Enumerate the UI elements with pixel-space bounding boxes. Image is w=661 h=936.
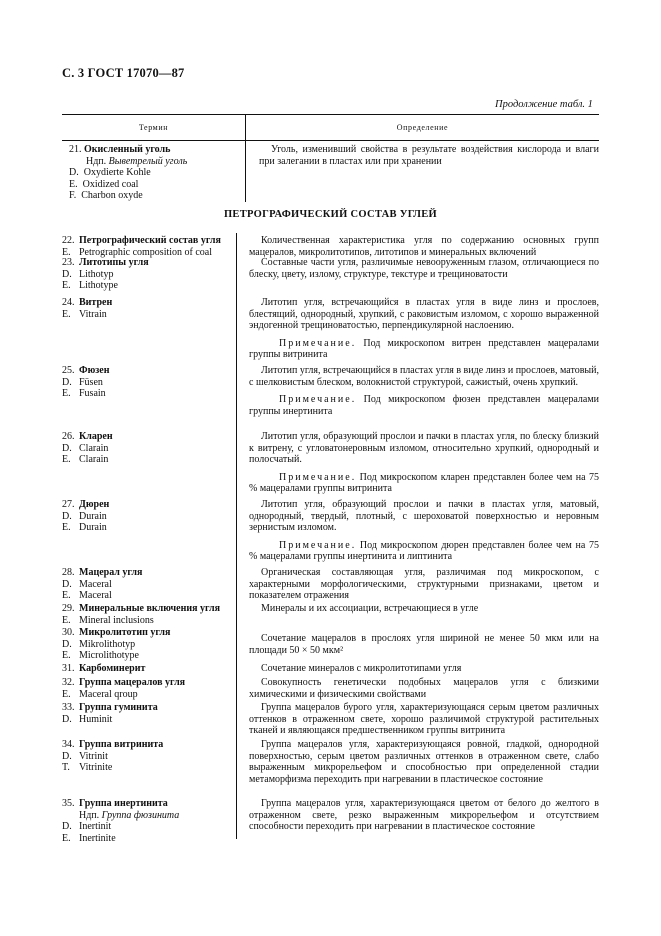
term-detail: Durain <box>79 522 107 533</box>
definition-text: Группа мацералов угля, характеризующаяся цветом от белого до желтого в отраженном свете, резко выраженным микрорельефом и отсутствием способности переходить при нагревании в пластическое состояние <box>249 798 599 833</box>
term-detail: Fusain <box>79 388 106 399</box>
definition-text: Под микроскопом дюрен представлен более чем на 75 % мацералами группы инертинита и липтинита <box>249 539 599 563</box>
definition-text: Под микроскопом кларен представлен более чем на 75 % мацералами группы витринита <box>249 471 599 495</box>
term-title: Фюзен <box>79 365 110 376</box>
term-detail: 31. <box>62 663 75 674</box>
term-detail: Clarain <box>79 454 109 465</box>
definition-text: Примечание. <box>279 394 357 406</box>
term-detail: Ндп. <box>79 809 100 821</box>
term-detail: E. <box>62 388 71 399</box>
term-title: Группа витринита <box>79 739 164 750</box>
term-detail: 29. <box>62 603 75 614</box>
term-detail: Maceral <box>79 578 112 590</box>
term-title: Окисленный уголь <box>84 144 171 155</box>
term-title: Кларен <box>79 431 113 442</box>
term-detail: Lithotype <box>79 280 118 291</box>
term-detail: Группа фюзинита <box>101 809 180 821</box>
term-cell-21: 21. Окисленный уголь Ндп. Выветрелый уголь D. Oxydierte Kohle E. Oxidized coal F. Charbon oxyde <box>62 141 246 202</box>
page-header: С. 3 ГОСТ 17070—87 <box>62 66 185 80</box>
col-definition-header: Определение <box>246 115 600 141</box>
term-detail: Maceral qroup <box>79 688 138 700</box>
definition-text: Под микроскопом витрен представлен мацералами группы витринита <box>249 337 599 361</box>
term-detail: T. <box>62 762 70 773</box>
entry-24 <box>62 297 599 365</box>
term-detail: 32. <box>62 677 75 688</box>
term-detail: Clarain <box>79 442 109 454</box>
term-detail: 35. <box>62 798 75 809</box>
entry-30 <box>62 627 599 663</box>
term-detail: Inertinite <box>79 832 116 844</box>
term-title: Минеральные включения угля <box>79 603 221 614</box>
entry-23 <box>62 257 599 297</box>
term-title: Витрен <box>79 297 113 308</box>
term-detail: E. <box>62 308 71 320</box>
term-detail: D. <box>62 510 72 522</box>
entry-25 <box>62 365 599 431</box>
term-title: Группа гуминита <box>79 702 158 713</box>
definition-text: Органическая составляющая угля, различимая под микроскопом, с характерными морфологическими, структурными признаками, цветом и показателем отражения <box>249 567 599 602</box>
entry-33 <box>62 702 599 739</box>
term-detail: D. <box>62 442 72 454</box>
term-detail: 22. <box>62 235 75 246</box>
definition-text: Группа мацералов бурого угля, характеризующаяся серым цветом различных оттенков в отраженном свете, хорошо различимой структурой растительных тканей и являющаяся предшественником группы витринита <box>249 702 599 737</box>
term-title: Группа мацералов угля <box>79 677 186 688</box>
term-title: Петрографический состав угля <box>79 235 221 246</box>
definition-cell-21: Уголь, изменивший свойства в результате воздействия кислорода и влаги при залегании в пластах или при хранении <box>259 144 599 167</box>
term-detail: E. <box>62 454 71 465</box>
term-detail: Inertinit <box>79 821 112 832</box>
term-detail: 26. <box>62 431 75 442</box>
entry-31 <box>62 663 599 677</box>
entry-32 <box>62 677 599 702</box>
term-detail: E. <box>62 280 71 291</box>
column-divider <box>236 233 237 839</box>
term-detail: Vitrinit <box>79 750 108 762</box>
term-detail: 33. <box>62 702 75 713</box>
term-detail: Füsen <box>79 376 103 388</box>
table-continuation: Продолжение табл. 1 <box>495 99 593 110</box>
term-detail: Mineral inclusions <box>79 614 154 626</box>
term-title: Мацерал угля <box>79 567 143 578</box>
term-detail: D. <box>62 821 72 832</box>
term-detail: 23. <box>62 257 75 268</box>
definition-text: Сочетание мацералов в прослоях угля шириной не менее 50 мкм или на площади 50 × 50 мкм² <box>249 633 599 656</box>
term-detail: D. <box>62 376 72 388</box>
term-detail: 28. <box>62 567 75 578</box>
definition-text: Примечание. <box>279 337 357 349</box>
term-title: Группа инертинита <box>79 798 168 809</box>
entry-28 <box>62 567 599 603</box>
term-detail: E. <box>62 614 71 626</box>
term-detail: D. <box>62 578 72 590</box>
definition-text: Совокупность генетически подобных мацералов угля с близкими химическими и физическими свойствами <box>249 677 599 700</box>
term-detail: E. <box>62 522 71 533</box>
term-detail: Vitrinite <box>79 762 113 773</box>
term-title: Дюрен <box>79 499 110 510</box>
definition-text: Под микроскопом фюзен представлен мацералами группы инертинита <box>249 394 599 417</box>
entry-26 <box>62 431 599 499</box>
definition-text: Литотип угля, встречающийся в пластах угля в виде линз и прослоев, блестящий, однородный, хрупкий, с раковистым изломом, с хорошо выраженной эндогенной трещиноватостью, перпендикулярной наслоению. <box>249 297 599 332</box>
term-detail: Huminit <box>79 713 113 725</box>
terms-table-head <box>62 114 599 202</box>
term-detail: Durain <box>79 510 107 522</box>
term-detail: E. <box>62 650 71 661</box>
term-detail: E. <box>62 832 71 844</box>
entry-27 <box>62 499 599 567</box>
definition-text: Литотип угля, образующий прослои и пачки в пластах угля, по блеску близкий к витрену, с угловатонеровным изломом, относительно хрупкий, однородный и полосчатый. <box>249 431 599 466</box>
term-detail: Mikrolithotyp <box>79 638 136 650</box>
entry-34 <box>62 739 599 798</box>
definition-text: Составные части угля, различимые невооруженным глазом, отличающиеся по блеску, цвету, излому, структуре, текстуре и трещиноватости <box>249 257 599 280</box>
term-detail: E. <box>62 688 71 700</box>
term-detail: 34. <box>62 739 75 750</box>
definition-text: Литотип угля, встречающийся в пластах угля в виде линз и прослоев, матовый, с шелковистым блеском, волокнистой структурой, сажистый, очень хрупкий. <box>249 365 599 388</box>
term-title: Литотипы угля <box>79 257 149 268</box>
term-detail: 25. <box>62 365 75 376</box>
term-detail: D. <box>62 268 72 280</box>
entry-35 <box>62 798 599 846</box>
terms-list <box>62 235 599 846</box>
term-detail: E. <box>62 590 71 601</box>
term-detail: D. <box>62 713 72 725</box>
entry-29 <box>62 603 599 627</box>
definition-text: Сочетание минералов с микролитотипами угля <box>261 663 462 674</box>
definition-text: Примечание. <box>279 539 357 551</box>
term-detail: Petrographic composition of coal <box>79 246 213 258</box>
definition-text: Минералы и их ассоциации, встречающиеся в угле <box>261 603 479 614</box>
term-title: Микролитотип угля <box>79 627 171 638</box>
term-detail: Maceral <box>79 590 112 601</box>
term-detail: 30. <box>62 627 75 638</box>
term-detail: Microlithotype <box>79 650 139 661</box>
section-title: ПЕТРОГРАФИЧЕСКИЙ СОСТАВ УГЛЕЙ <box>223 209 438 220</box>
term-detail: D. <box>62 750 72 762</box>
definition-text: Группа мацералов угля, характеризующаяся ровной, гладкой, однородной поверхностью, серым цветом различных оттенков в отраженном свете, слабо выраженным микрорельефом и способностью при определенной стадии метаморфизма переходить при нагревании в пластическое состояние <box>249 739 599 785</box>
definition-text: Литотип угля, образующий прослои и пачки в пластах угля, матовый, однородный, твердый, плотный, с шероховатой поверхностью и неровным зернистым изломом. <box>249 499 599 534</box>
entry-22 <box>62 235 599 257</box>
definition-text: Примечание. <box>279 471 357 483</box>
term-detail: E. <box>62 246 71 258</box>
definition-text: Количественная характеристика угля по содержанию основных групп мацералов, микролитотипов, литотипов и минеральных включений <box>249 235 599 258</box>
term-detail: 24. <box>62 297 75 308</box>
term-detail: D. <box>62 638 72 650</box>
col-term-header: Термин <box>62 115 246 141</box>
term-detail: Lithotyp <box>79 268 114 280</box>
term-title: Карбоминерит <box>79 663 146 674</box>
term-detail: 27. <box>62 499 75 510</box>
term-detail: Vitrain <box>79 308 107 320</box>
